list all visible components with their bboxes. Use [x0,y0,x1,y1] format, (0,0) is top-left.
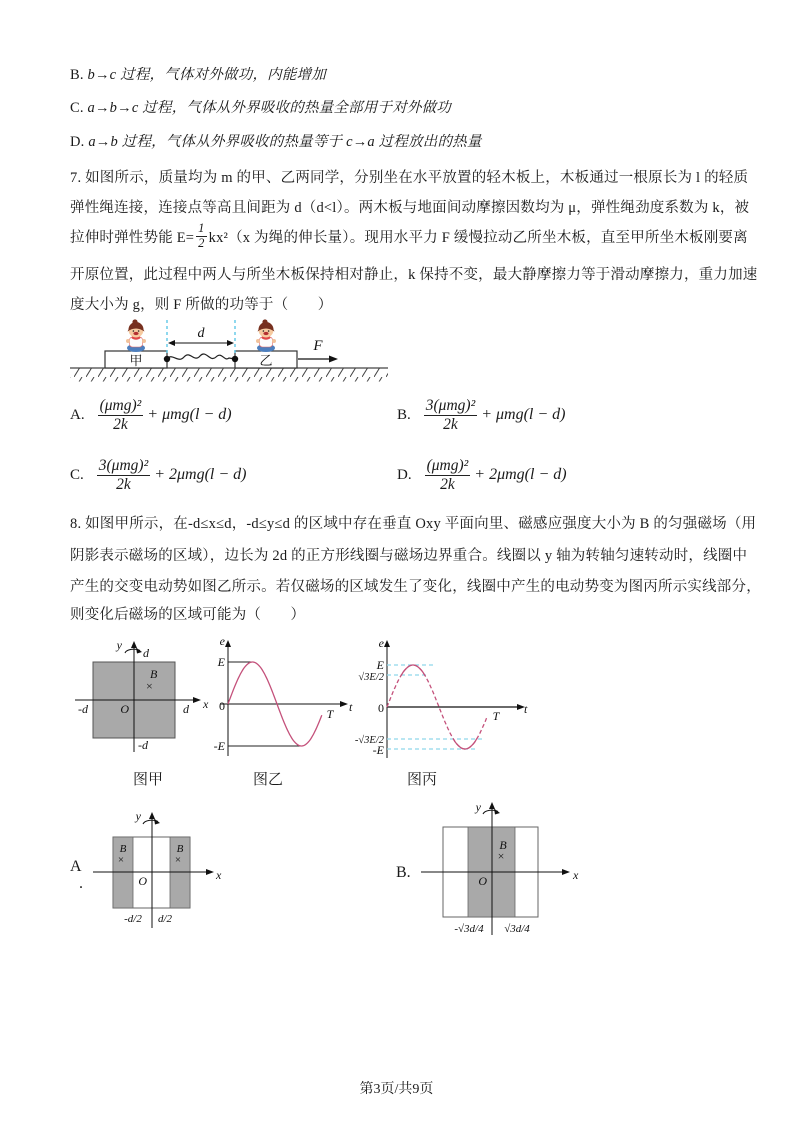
T-label: T [492,709,500,723]
t-label: t [349,700,353,714]
q8-option-a-label: A . [70,858,83,892]
q7-line3-pre: 拉伸时弹性势能 E= [70,229,195,246]
sqrt3d4-label: √3d/4 [504,923,530,935]
e-label: e [219,634,225,648]
field-into-page-icon: × [174,854,182,866]
caption-yi: 图乙 [252,772,283,788]
y-label: y [135,809,141,823]
d-top-label: d [143,646,149,660]
sqrt3E2-label: √3E/2 [358,672,384,683]
q8-line4: 则变化后磁场的区域可能为（ ） [70,607,306,623]
fraction: $\frac{\text{3(μmg)²}}{2k}$ [98,457,149,493]
q7-line1: 7. 如图所示，质量均为 m 的甲、乙两同学，分别坐在水平放置的轻木板上，木板通过一根原长为 l 的轻质 [70,170,749,186]
negE-label: -E [213,739,225,753]
x-label: x [203,697,209,711]
e-label: e [378,636,384,650]
neg-d-bottom-label: -d [138,738,148,752]
q7-option-c: C. $\frac{\text{3(μmg)²}}{2k}$ + 2μmg(l − d) [70,457,247,493]
fraction: $\frac{\text{(μmg)²}}{2k}$ [99,397,142,433]
q8-line2: 阴影表示磁场的区域），边长为 2d 的正方形线圈与磁场边界重合。线圈以 y 轴为转轴匀速转动时，线圈中 [70,548,748,564]
T-label: T [326,707,334,721]
option-label: C. [70,100,84,116]
fraction: $\frac{\text{3(μmg)²}}{2k}$ [425,397,476,433]
negE-label: -E [372,743,384,757]
field-into-page-icon: × [146,679,153,693]
q8-figure-yi [213,634,356,762]
q7-option-b: B. $\frac{\text{3(μmg)²}}{2k}$ + μmg(l − d) [397,397,566,433]
zero-label: 0 [378,701,384,715]
field-b-label: B [119,843,127,855]
q8-figure-bing [356,636,532,764]
board-jia-label: 甲 [129,353,143,368]
origin-label: O [138,874,147,888]
option-label: B. [70,67,84,83]
q7-line4: 开原位置，此过程中两人与所坐木板保持相对静止，k 保持不变，最大静摩擦力等于滑动摩擦力，重力加速 [70,267,758,283]
q7-option-a: A. $\frac{\text{(μmg)²}}{2k}$ + μmg(l − d) [70,397,232,433]
E-label: E [376,658,384,672]
q6-option-d [70,130,482,151]
origin-label: O [478,874,487,888]
field-into-page-icon: × [497,849,505,863]
q7-line5: 度大小为 g，则 F 所做的功等于（ ） [70,297,333,313]
q8-option-b-label: B. [396,864,411,881]
option-label: D. [70,134,85,150]
q8-option-a-figure [88,804,303,936]
q6-option-c [70,96,451,117]
d2-label: d/2 [157,913,173,925]
option-text: a→b 过程，气体从外界吸收的热量等于 c→a 过程放出的热量 [88,134,482,150]
neg-d2-label: -d/2 [124,913,142,925]
q6-option-b [70,63,326,84]
q8-option-b-figure [393,792,628,944]
x-label: x [216,868,222,882]
connection-dot-right [232,356,238,362]
q8-line1: 8. 如图甲所示，在-d≤x≤d，-d≤y≤d 的区域中存在垂直 Oxy 平面向里、磁感应强度大小为 B 的匀强磁场（用 [70,516,757,532]
neg-d-label: -d [78,702,88,716]
d-right-label: d [183,702,189,716]
q7-figure [62,312,394,394]
caption-bing: 图丙 [406,772,437,788]
fraction: $\frac{\text{(μmg)²}}{2k}$ [426,457,469,493]
q8-figure-jia [66,634,218,762]
cartoon-kid-left [126,319,146,352]
board-yi-label: 乙 [259,353,273,368]
force-label: F [313,338,323,354]
q7-line3-post: kx²（x 为绳的伸长量）。现用水平力 F 缓慢拉动乙所坐木板，直至甲所坐木板刚要离 [208,229,748,246]
q7-line3 [70,221,748,251]
option-text: b→c 过程，气体对外做功，内能增加 [87,67,326,83]
t-label: t [524,702,528,716]
connection-dot-left [164,356,170,362]
field-b-label: B [176,843,184,855]
q8-line3: 产生的交变电动势如图乙所示。若仅磁场的区域发生了变化，线圈中产生的电动势变为图丙所示实线部分， [70,579,761,595]
E-label: E [217,655,225,669]
q7-option-d: D. $\frac{\text{(μmg)²}}{2k}$ + 2μmg(l − d) [397,457,567,493]
option-text: a→b→c 过程，气体从外界吸收的热量全部用于对外做功 [87,100,451,116]
origin-label: O [120,702,129,716]
y-label: y [116,638,122,652]
neg-sqrt3d4-label: -√3d/4 [454,923,484,935]
caption-jia: 图甲 [132,772,163,788]
field-b-label: B [499,838,507,852]
fraction-one-half: $\frac{1}{2}$ [198,220,205,250]
field-b-label: B [150,667,158,681]
cartoon-kid-right [256,319,276,352]
page-number: 第3页/共9页 [359,1082,434,1097]
q7-line2: 弹性绳连接，连接点等高且间距为 d（d<l）。两木板与地面间动摩擦因数均为 μ，弹性绳劲度系数为 k，被 [70,200,750,216]
neg-sqrt3E2-label: -√3E/2 [354,735,384,746]
gap-label: d [197,326,205,341]
y-label: y [475,800,481,814]
x-label: x [573,868,579,882]
field-into-page-icon: × [117,854,125,866]
zero-label: 0 [219,699,225,713]
ground-hatching [70,369,388,382]
elastic-rope [167,354,235,359]
